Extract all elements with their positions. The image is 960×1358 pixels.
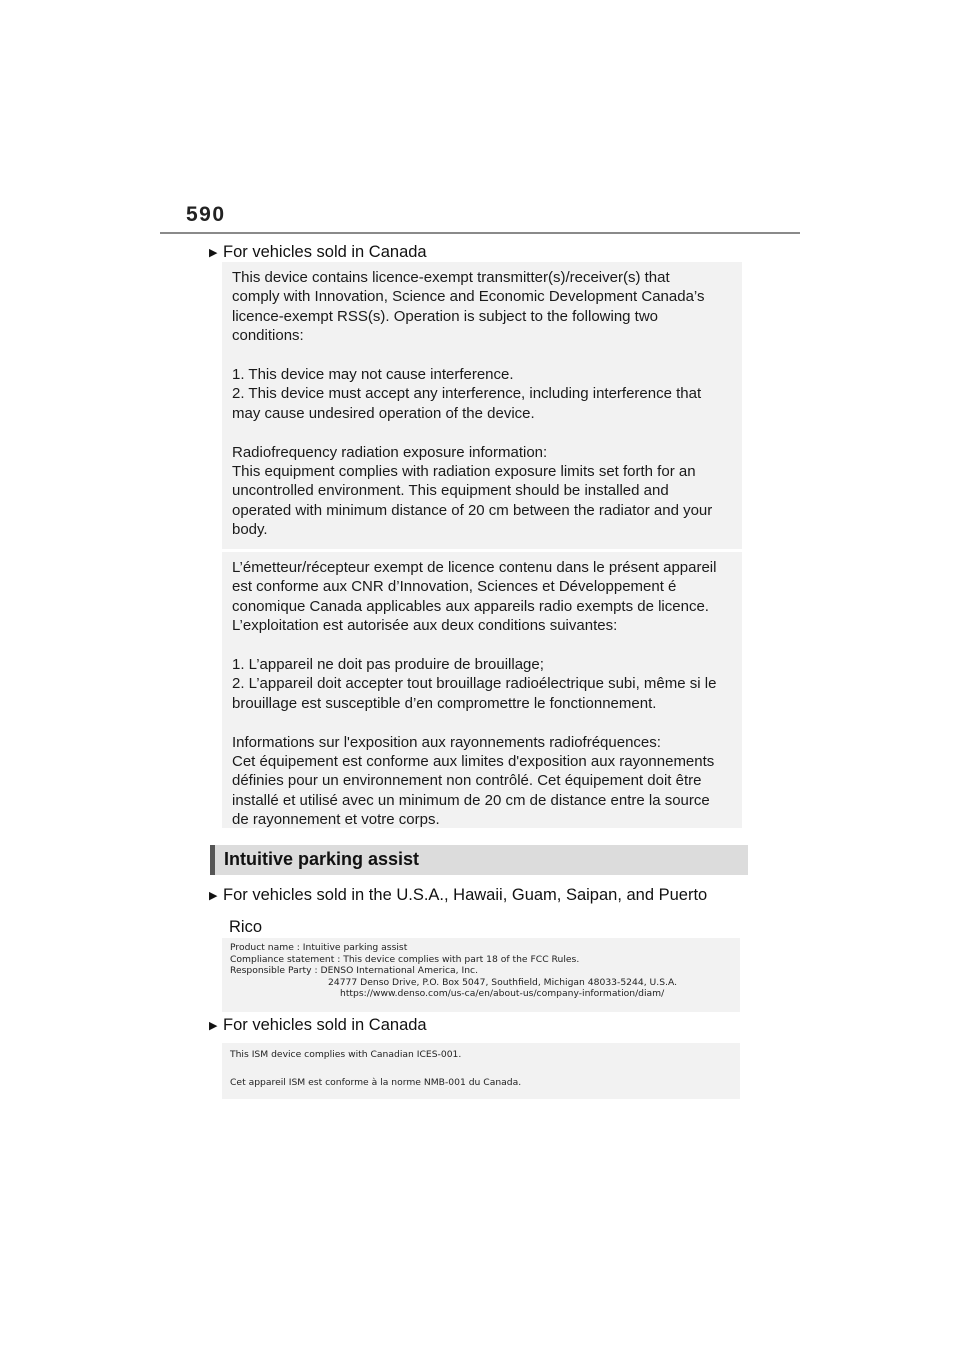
heading-text: For vehicles sold in Canada	[223, 1016, 427, 1034]
fcc-line: Responsible Party : DENSO International America, Inc.	[230, 965, 479, 976]
page-number: 590	[186, 203, 226, 226]
notice-paragraph: 1. L’appareil ne doit pas produire de brouillage; 2. L’appareil doit accepter tout brouillage radioélectrique subi, même si le brouillage est susceptible d’en compromettre le fonctionnement.	[232, 656, 717, 712]
fcc-line: Product name : Intuitive parking assist	[230, 942, 408, 953]
notice-paragraph: Informations sur l'exposition aux rayonnements radiofréquences: Cet équipement est conforme aux limites d'exposition aux rayonnements définies pour un environnement non contrôlé. Cet équipement doit être installé et utilisé avec un minimum de 20 cm de distance entre la source de rayonnement et votre corps.	[232, 733, 715, 829]
fcc-line: Compliance statement : This device complies with part 18 of the FCC Rules.	[230, 953, 580, 965]
heading-continuation: Rico	[229, 918, 263, 936]
usa-heading	[209, 883, 707, 940]
triangle-bullet-icon: ▶	[209, 247, 218, 259]
canada-ism-heading	[209, 1013, 427, 1039]
section-title-bar	[210, 845, 748, 875]
usa-fcc-notice	[222, 938, 740, 1012]
fcc-line: https://www.denso.com/us-ca/en/about-us/company-information/diam/	[340, 988, 665, 999]
notice-paragraph: 1. This device may not cause interference. 2. This device must accept any interference, including interference that may cause undesired operation of the device.	[232, 366, 702, 422]
canada-french-notice	[222, 552, 742, 828]
ism-line: Cet appareil ISM est conforme à la norme NMB-001 du Canada.	[230, 1076, 522, 1088]
header-divider	[160, 232, 800, 234]
heading-text: For vehicles sold in Canada	[223, 243, 427, 261]
heading-text: For vehicles sold in the U.S.A., Hawaii, Guam, Saipan, and Puerto	[223, 886, 708, 904]
canada-ism-notice	[222, 1043, 740, 1099]
canada-english-notice	[222, 262, 742, 549]
notice-paragraph: This device contains licence-exempt transmitter(s)/receiver(s) that comply with Innovation, Science and Economic Development Canada’s licence-exempt RSS(s). Operation is subject to the following two conditions:	[232, 269, 705, 345]
notice-paragraph: Radiofrequency radiation exposure information: This equipment complies with radiation exposure limits set forth for an uncontrolled environment. This equipment should be installed and operated with minimum distance of 20 cm between the radiator and your body.	[232, 443, 713, 539]
section-title: Intuitive parking assist	[224, 849, 420, 869]
notice-paragraph: L’émetteur/récepteur exempt de licence contenu dans le présent appareil est conforme aux CNR d’Innovation, Sciences et Développement é conomique Canada applicables aux appareils radio exempts de licence. L’exploitation est autorisée aux deux conditions suivantes:	[232, 559, 717, 635]
ism-line: This ISM device complies with Canadian ICES-001.	[230, 1049, 462, 1060]
triangle-bullet-icon: ▶	[209, 890, 218, 902]
fcc-line: 24777 Denso Drive, P.O. Box 5047, Southfield, Michigan 48033-5244, U.S.A.	[328, 976, 677, 988]
triangle-bullet-icon: ▶	[209, 1020, 218, 1032]
